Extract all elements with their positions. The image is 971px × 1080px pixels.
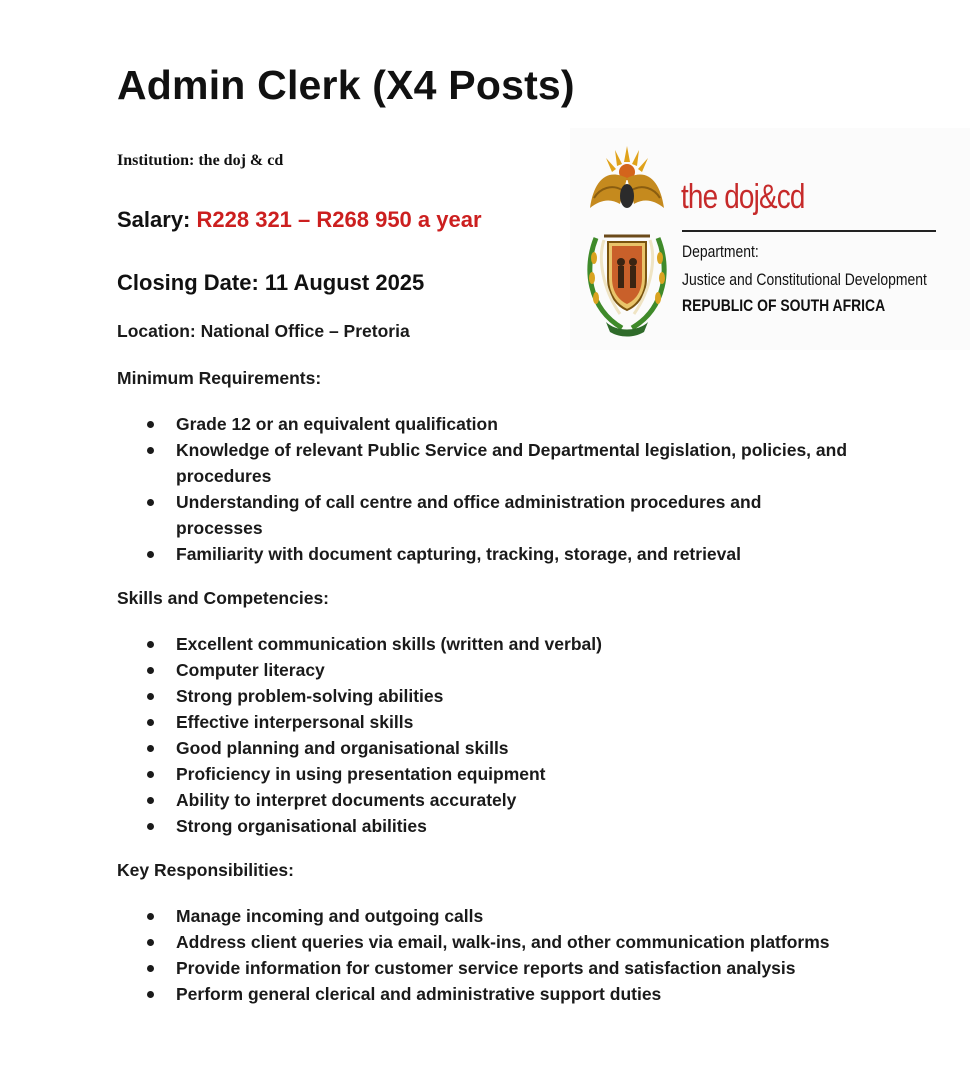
bullet-icon xyxy=(147,719,154,726)
list-item: Effective interpersonal skills xyxy=(0,709,971,735)
bullet-icon xyxy=(147,499,154,506)
skills-list xyxy=(0,631,971,839)
bullet-icon xyxy=(147,421,154,428)
bullet-icon xyxy=(147,939,154,946)
list-item: Proficiency in using presentation equipment xyxy=(0,761,971,787)
responsibilities-heading: Key Responsibilities: xyxy=(117,860,294,880)
bullet-icon xyxy=(147,641,154,648)
minimum-requirements-list xyxy=(0,411,971,567)
list-item: Knowledge of relevant Public Service and Departmental legislation, policies, and procedures xyxy=(0,437,971,489)
list-item: Computer literacy xyxy=(0,657,971,683)
coat-of-arms-icon xyxy=(582,138,672,338)
bullet-icon xyxy=(147,693,154,700)
bullet-icon xyxy=(147,447,154,454)
skills-heading: Skills and Competencies: xyxy=(117,588,330,608)
bullet-icon xyxy=(147,965,154,972)
list-item: Strong problem-solving abilities xyxy=(0,683,971,709)
logo-department-label: Department: xyxy=(682,242,759,261)
bullet-icon xyxy=(147,913,154,920)
list-item: Manage incoming and outgoing calls xyxy=(0,903,971,929)
list-item: Grade 12 or an equivalent qualification xyxy=(0,411,971,437)
list-item: Familiarity with document capturing, tracking, storage, and retrieval xyxy=(0,541,971,567)
page-title: Admin Clerk (X4 Posts) xyxy=(117,62,575,108)
salary-line xyxy=(117,207,482,233)
list-item: Ability to interpret documents accurately xyxy=(0,787,971,813)
bullet-icon xyxy=(147,991,154,998)
list-item: Good planning and organisational skills xyxy=(0,735,971,761)
bullet-icon xyxy=(147,667,154,674)
institution-line: Institution: the doj & cd xyxy=(117,152,284,169)
list-item: Perform general clerical and administrative support duties xyxy=(0,981,971,1007)
salary-label: Salary: xyxy=(117,207,197,232)
bullet-icon xyxy=(147,797,154,804)
salary-amount: R228 321 – R268 950 a year xyxy=(196,207,482,232)
bullet-icon xyxy=(147,551,154,558)
list-item: Excellent communication skills (written and verbal) xyxy=(0,631,971,657)
logo-country: REPUBLIC OF SOUTH AFRICA xyxy=(682,296,886,315)
list-item: Understanding of call centre and office administration procedures and processes xyxy=(0,489,971,541)
logo-brand-text: the doj&cd xyxy=(681,178,805,216)
closing-date: Closing Date: 11 August 2025 xyxy=(117,270,425,295)
list-item: Provide information for customer service reports and satisfaction analysis xyxy=(0,955,971,981)
department-logo xyxy=(570,128,970,350)
logo-divider xyxy=(682,230,936,232)
location-line: Location: National Office – Pretoria xyxy=(117,321,410,341)
responsibilities-list xyxy=(0,903,971,1007)
logo-department-name: Justice and Constitutional Development xyxy=(682,270,927,289)
list-item: Strong organisational abilities xyxy=(0,813,971,839)
bullet-icon xyxy=(147,771,154,778)
minimum-requirements-heading: Minimum Requirements: xyxy=(117,368,322,388)
list-item: Address client queries via email, walk-ins, and other communication platforms xyxy=(0,929,971,955)
bullet-icon xyxy=(147,745,154,752)
bullet-icon xyxy=(147,823,154,830)
